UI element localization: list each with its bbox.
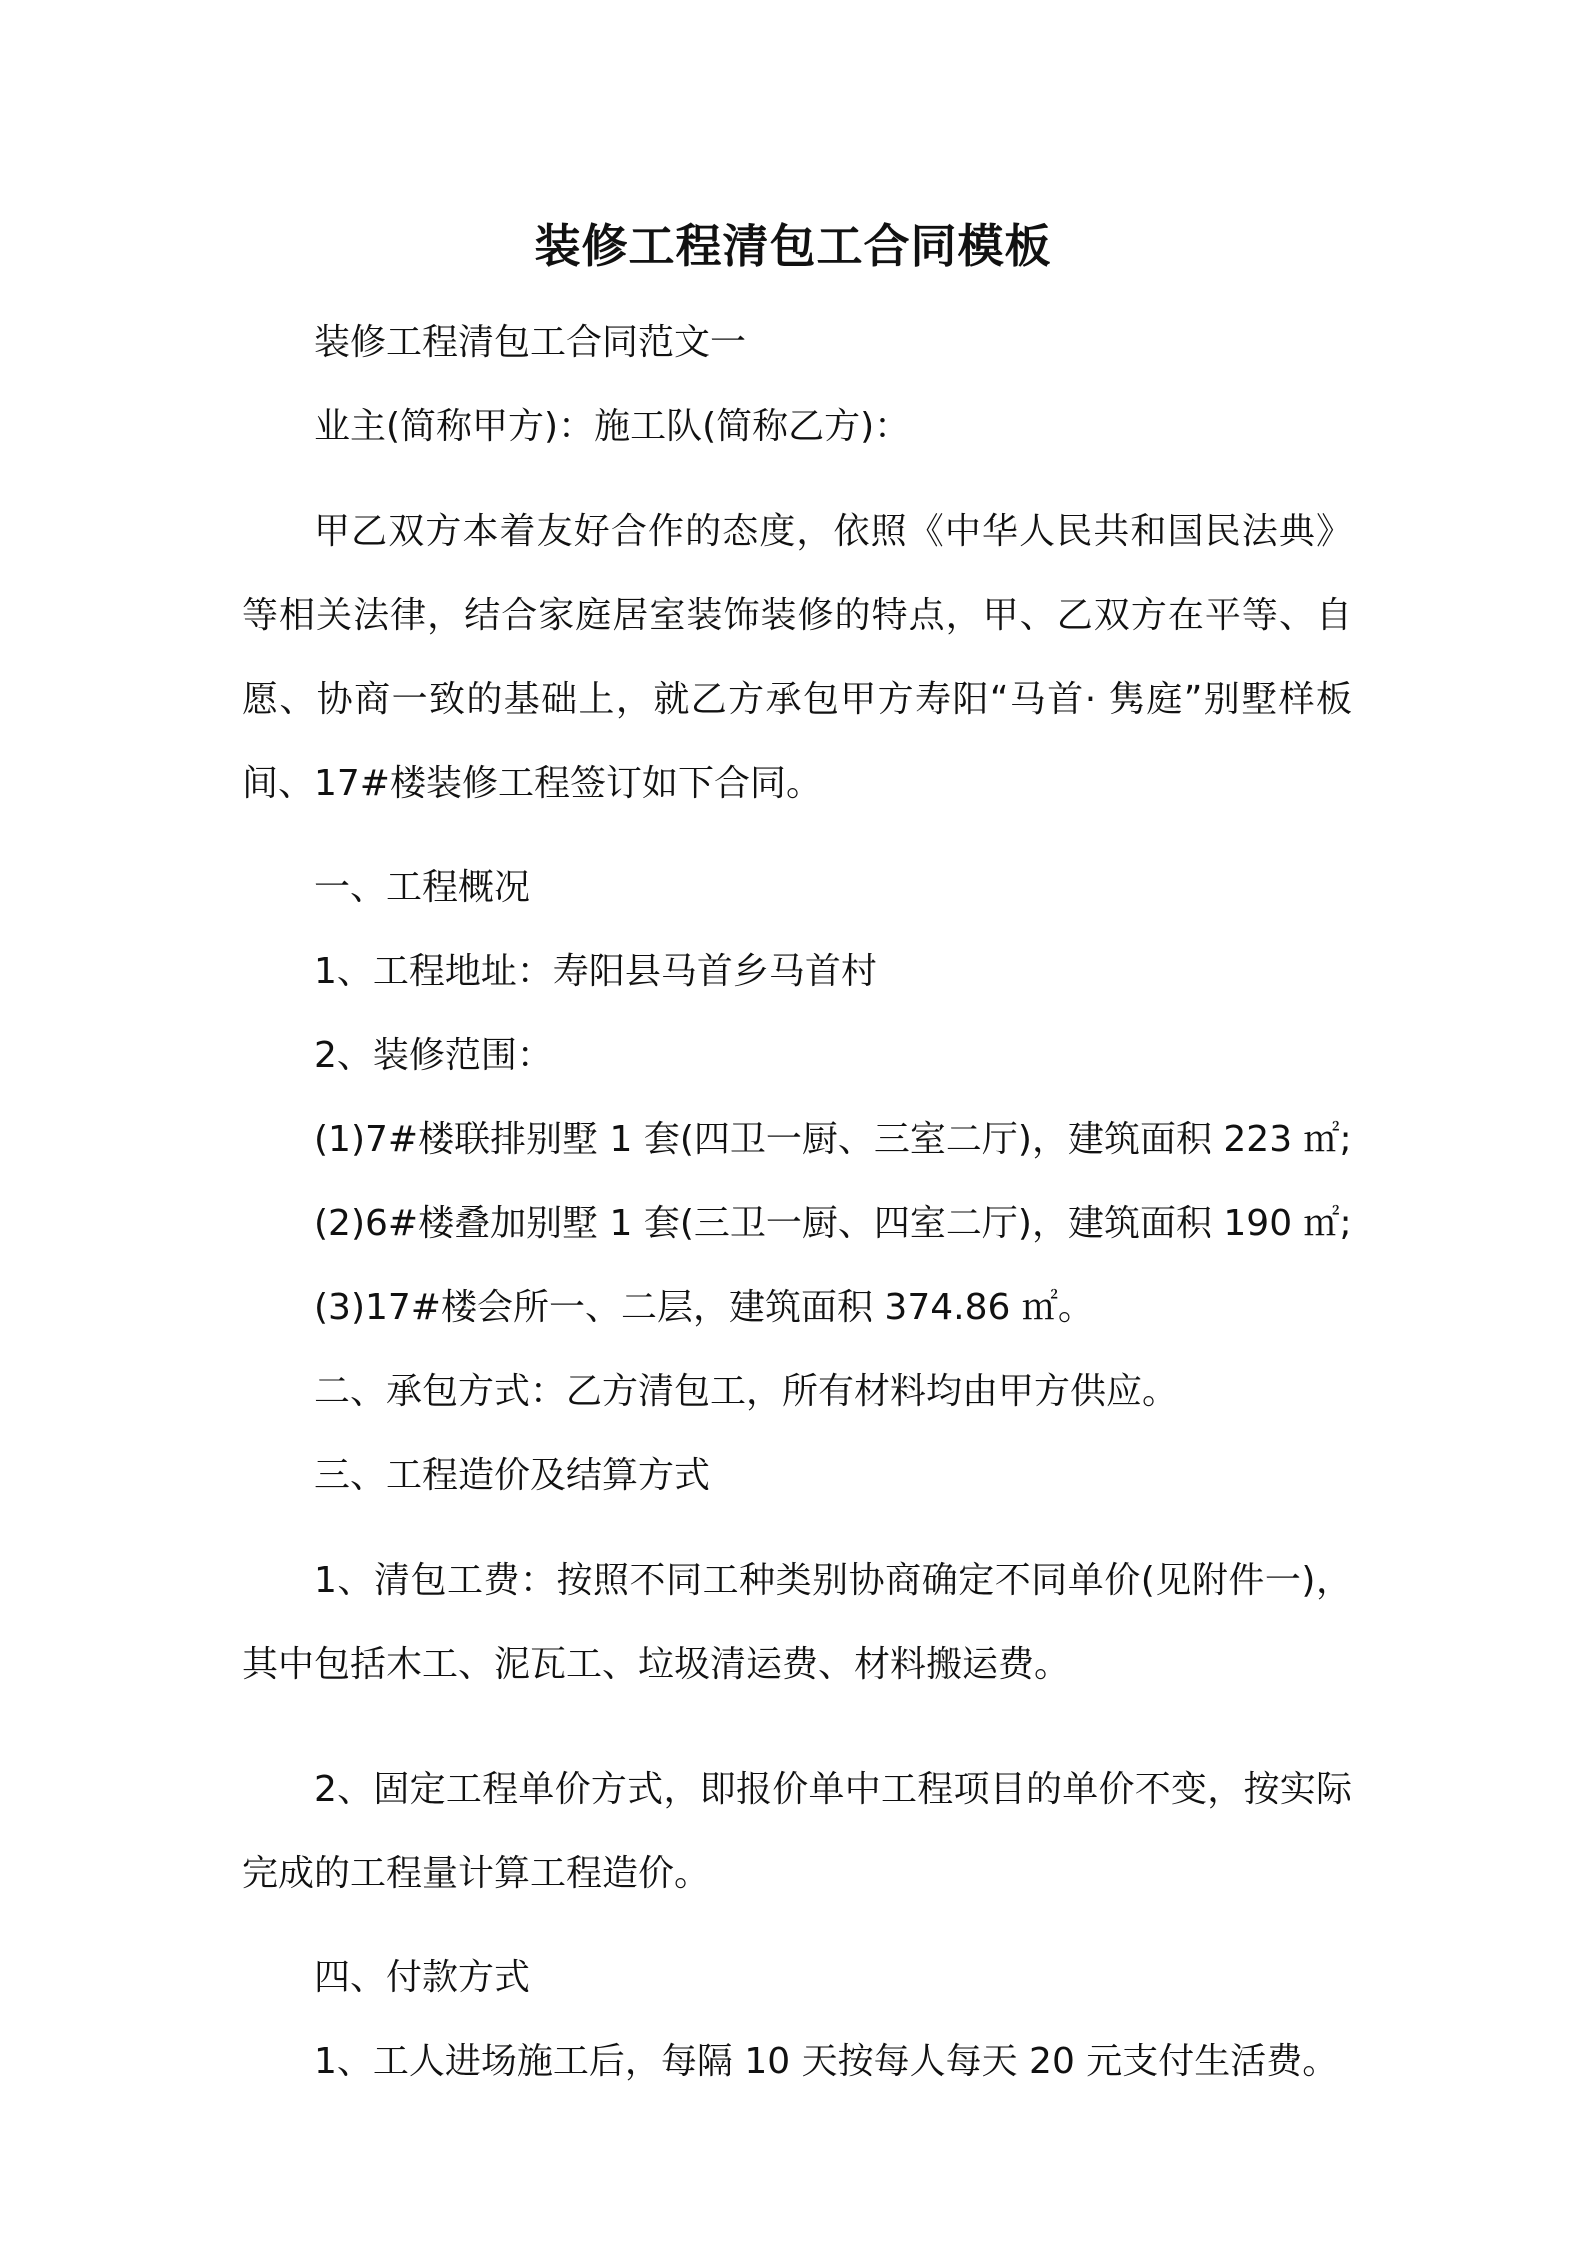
paragraph-fixed-price: 2、固定工程单价方式，即报价单中工程项目的单价不变，按实际完成的工程量计算工程造价。 — [242, 1769, 1352, 1894]
scope-item-3: (3)17#楼会所一、二层，建筑面积 374.86 ㎡。 — [314, 1287, 1094, 1328]
paragraph-address: 1、工程地址：寿阳县马首乡马首村 — [314, 951, 877, 992]
section-heading-payment: 四、付款方式 — [314, 1957, 531, 1998]
section-heading-pricing: 三、工程造价及结算方式 — [314, 1455, 711, 1496]
paragraph-labor-fee: 1、清包工费：按照不同工种类别协商确定不同单价(见附件一)，其中包括木工、泥瓦工、垃圾清运费、材料搬运费。 — [242, 1560, 1352, 1685]
document-body — [242, 322, 1352, 2125]
section-heading-overview: 一、工程概况 — [314, 867, 531, 908]
paragraph-preamble: 甲乙双方本着友好合作的态度，依照《中华人民共和国民法典》等相关法律，结合家庭居室装饰装修的特点，甲、乙双方在平等、自愿、协商一致的基础上，就乙方承包甲方寿阳“马首· 隽庭”别墅样板间、17#楼装修工程签订如下合同。 — [242, 511, 1352, 804]
paragraph-payment-1: 1、工人进场施工后，每隔 10 天按每人每天 20 元支付生活费。 — [314, 2041, 1339, 2082]
document-title: 装修工程清包工合同模板 — [534, 219, 1052, 273]
paragraph-scope: 2、装修范围： — [314, 1035, 553, 1076]
scope-item-1: (1)7#楼联排别墅 1 套(四卫一厨、三室二厅)，建筑面积 223 ㎡; — [314, 1119, 1352, 1160]
paragraph-subtitle: 装修工程清包工合同范文一 — [314, 322, 747, 363]
section-heading-contract-type: 二、承包方式：乙方清包工，所有材料均由甲方供应。 — [314, 1371, 1179, 1412]
scope-item-2: (2)6#楼叠加别墅 1 套(三卫一厨、四室二厅)，建筑面积 190 ㎡; — [314, 1203, 1352, 1244]
paragraph-parties: 业主(简称甲方)：施工队(简称乙方)： — [314, 406, 911, 447]
